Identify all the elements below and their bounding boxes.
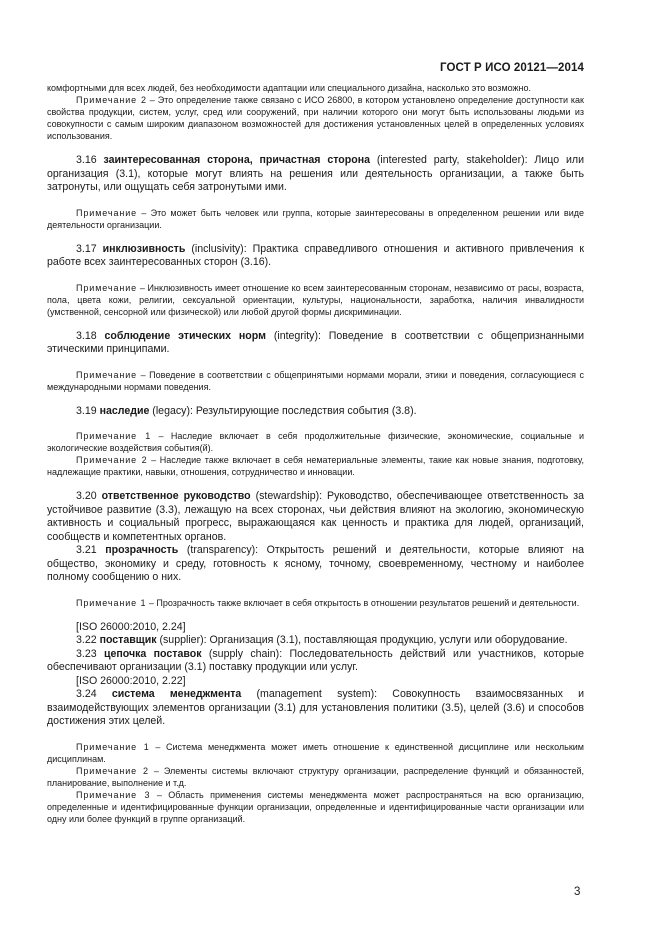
note-paragraph xyxy=(47,207,584,231)
term-definition: (supply chain): Последовательность действий или участников, которые обеспечивают организации (3.1) поставку продукции или услуг. xyxy=(47,647,585,673)
term-name: заинтересованная сторона, причастная сторона xyxy=(103,154,370,166)
term-definition: (stewardship): Руководство, обеспечивающее ответственность за устойчивое развитие (3.3), лежащую на всех сторонах, чьи действия влияют на экологию, экономическую активность и социальный прогресс, выражающаяся как ценность и практика для людей, организаций, сообществ и компетентных органов. xyxy=(47,490,584,543)
term-3-22 xyxy=(47,634,584,648)
note-text: – Это определение также связано с ИСО 26800, в котором установлено определение доступности как свойства продукции, систем, услуг, сред или сооружений, при наличии которого они могут быть использованы людьми из совокупности с самым широким диапазоном возможностей для достижения установленных целей в определенных условиях использования. xyxy=(47,95,584,141)
term-name: соблюдение этических норм xyxy=(104,329,266,342)
note-label: Примечание 2 xyxy=(76,95,147,105)
term-number: 3.17 xyxy=(76,242,103,255)
term-name: цепочка поставок xyxy=(103,647,202,660)
note-text: – Поведение в соответствии с общепринятыми нормами морали, этики и поведения, согласующиеся с международными нормами поведения. xyxy=(47,369,584,392)
term-3-18 xyxy=(47,330,584,357)
term-name: поставщик xyxy=(99,634,157,646)
note-paragraph xyxy=(47,789,584,825)
note-text: – Наследие также включает в себя нематериальные элементы, такие как новые знания, подготовку, надлежащие практики, навыки, отношения, сотрудничество и инновации. xyxy=(47,455,585,477)
note-paragraph xyxy=(47,94,584,142)
note-label: Примечание xyxy=(76,282,138,293)
note-text: – Элементы системы включают структуру организации, распределение функций и обязанностей, планирование, выполнение и т.д. xyxy=(47,765,584,788)
term-definition: (management system): Совокупность взаимосвязанных и взаимодействующих элементов организации (3.1) для установления политики (3.5), целей (3.6) и способов достижения этих целей. xyxy=(47,688,584,727)
term-definition: (integrity): Поведение в соответствии с общепризнанными этическими принципами. xyxy=(47,329,584,355)
term-number: 3.20 xyxy=(76,490,102,502)
term-name: прозрачность xyxy=(105,544,179,556)
term-3-19 xyxy=(47,405,584,419)
term-number: 3.21 xyxy=(76,544,106,556)
source-reference: [ISO 26000:2010, 2.24] xyxy=(76,620,186,633)
note-paragraph xyxy=(47,597,584,609)
note-label: Примечание 1 xyxy=(76,431,152,441)
term-name: ответственное руководство xyxy=(101,490,251,502)
term-name: инклюзивность xyxy=(102,242,186,255)
term-definition: (supplier): Организация (3.1), поставляющая продукцию, услуги или оборудование. xyxy=(156,634,568,646)
note-label: Примечание xyxy=(76,369,138,380)
term-3-21 xyxy=(47,544,584,585)
note-paragraph xyxy=(47,430,584,454)
document-code: ГОСТ Р ИСО 20121—2014 xyxy=(439,62,584,74)
term-3-17 xyxy=(47,243,584,270)
note-label: Примечание xyxy=(76,207,138,218)
term-definition: (interested party, stakeholder): Лицо или организация (3.1), которые могут влиять на решения или деятельность организации, а также быть затронуты, или ощущать себя затронутыми ими. xyxy=(47,154,584,193)
term-number: 3.18 xyxy=(76,329,105,342)
term-number: 3.24 xyxy=(76,688,112,700)
term-number: 3.23 xyxy=(76,647,104,660)
note-label: Примечание 1 xyxy=(76,741,150,752)
note-text: – Это может быть человек или группа, которые заинтересованы в определенном решении или виде деятельности организации. xyxy=(47,207,584,230)
note-text: – Прозрачность также включает в себя открытость в отношении результатов решений и деятельности. xyxy=(146,597,580,608)
note-label: Примечание 1 xyxy=(76,597,147,608)
note-paragraph xyxy=(47,765,584,789)
source-reference: [ISO 26000:2010, 2.22] xyxy=(76,674,186,687)
note-paragraph xyxy=(47,741,584,765)
note-label: Примечание 2 xyxy=(76,455,148,465)
note-label: Примечание 2 xyxy=(76,765,149,776)
term-name: наследие xyxy=(99,404,150,417)
term-3-23 xyxy=(47,648,584,675)
term-definition: (inclusivity): Практика справедливого отношения и активного привлечения к работе всех заинтересованных сторон (3.16). xyxy=(47,242,584,268)
note-text: – Система менеджмента может иметь отношение к единственной дисциплине или нескольким дисциплинам. xyxy=(47,741,584,764)
note-text: – Область применения системы менеджмента может распространяться на всю организацию, определенные и идентифицированные функции организации, определенные и идентифицированные части организации или одну или более функций в группе организаций. xyxy=(47,789,585,824)
document-body xyxy=(47,82,584,825)
note-label: Примечание 3 xyxy=(76,789,151,800)
term-number: 3.22 xyxy=(76,634,100,646)
note-paragraph xyxy=(47,282,584,318)
term-definition: (transparency): Открытость решений и деятельности, которые влияют на общество, экономику и среду, готовность к ясному, точному, своевременному, честному и наиболее полному сообщению о них. xyxy=(47,544,585,583)
note-text: – Наследие включает в себя продолжительные физические, экономические, социальные и экологические воздействия события(й). xyxy=(47,431,584,453)
page-number: 3 xyxy=(574,886,581,898)
note-text: – Инклюзивность имеет отношение ко всем заинтересованным сторонам, независимо от расы, возраста, пола, цвета кожи, религии, сексуальной ориентации, культуры, национальности, заработка, наличия инвалидности (умственной, сенсорной или физической) или любой другой формы дискриминации. xyxy=(47,282,584,317)
note-paragraph xyxy=(47,369,584,393)
term-name: система менеджмента xyxy=(111,688,242,700)
term-3-20 xyxy=(47,490,584,544)
term-number: 3.19 xyxy=(76,404,100,417)
term-3-24 xyxy=(47,688,584,729)
note-paragraph xyxy=(47,454,584,478)
term-3-16 xyxy=(47,154,584,195)
continuation-text: комфортными для всех людей, без необходимости адаптации или специального дизайна, насколько это возможно. xyxy=(47,83,532,93)
term-definition: (legacy): Результирующие последствия события (3.8). xyxy=(149,404,417,417)
term-number: 3.16 xyxy=(76,154,104,166)
